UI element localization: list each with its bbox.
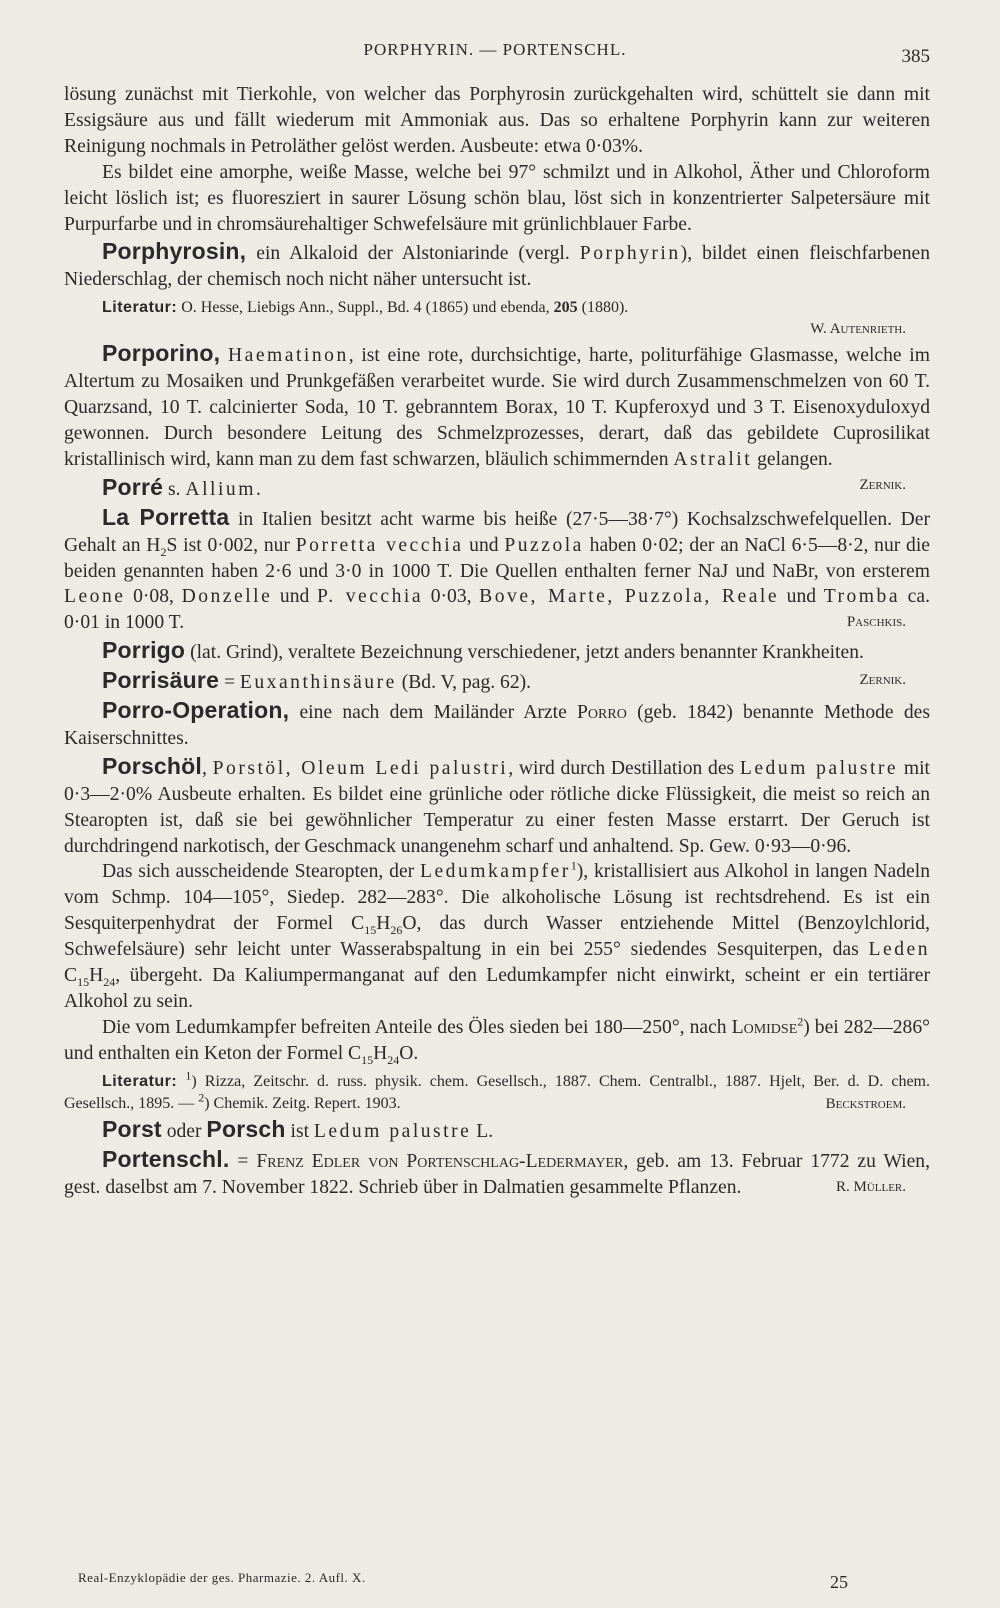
headword-porre: Porré [102,473,164,500]
headword-portenschl: Portenschl. [102,1145,230,1172]
entry-porphyrosin: Porphyrosin, ein Alkaloid der Alstoniarinde (vergl. Porphyrin), bildet einen fleischfarbenen Niederschlag, der chemisch noch nicht näher untersucht ist. [64,238,930,291]
author-signature: Paschkis. [846,614,906,631]
series-title: Real-Enzyklopädie der ges. Pharmazie. 2. Aufl. X. [78,1570,366,1585]
porphyrin-continuation: lösung zunächst mit Tierkohle, von welcher das Porphyrosin zurückgehalten wird, schüttelt sie dann mit Essigsäure aus und fällt wiederum mit Ammoniak aus. Das so erhaltene Porphyrin kann zur weiteren Reinigung nochmals in Petroläther gelöst werden. Ausbeute: etwa 0·03%. [64,84,930,157]
entry-portenschl: Portenschl. = Frenz Edler von Portenschlag-Ledermayer, geb. am 13. Februar 1772 zu Wien, gest. daselbst am 7. November 1822. Schrieb über in Dalmatien gesammelte Pflanzen. R. Müller. [64,1147,930,1201]
headword-porphyrosin: Porphyrosin, [102,238,247,265]
author-signature: R. Müller. [835,1178,906,1195]
headword-porrigo: Porrigo [102,637,186,664]
headword-porsch: Porsch [206,1115,286,1142]
running-title: PORPHYRIN. — PORTENSCHL. [363,40,627,59]
entry-porrisaeure: Porrisäure = Euxanthinsäure (Bd. V, pag. 62). Zernik. [102,667,906,694]
entry-porro-operation: Porro-Operation, eine nach dem Mailänder Arzte Porro (geb. 1842) benannte Methode des Kaiserschnittes. [64,697,930,749]
entry-porporino: Porporino, Haematinon, ist eine rote, durchsichtige, harte, politurfähige Glasmasse, welche im Altertum zu Mosaiken und Prunkgefäßen verarbeitet wurde. Sie wird durch Zusammenschmelzen von 60 T. Quarzsand, 10 T. calcinierter Soda, 10 T. gebranntem Borax, 10 T. Kupferoxyd und 3 T. Eisenoxyduloxyd gewonnen. Durch besondere Leitung des Schmelzprozesses, derart, daß das gebildete Cuprosilikat kristallinisch wird, kann man zu dem fast schwarzen, bläulich schimmernden Astralit gelangen. Zernik. [64,341,930,473]
author-signature: Beckstroem. [825,1095,906,1112]
entry-porst: Porst oder Porsch ist Ledum palustre L. [102,1115,494,1142]
headword-porporino: Porporino, [102,340,221,367]
literature-porschoel: Literatur: $^1$) Rizza, Zeitschr. d. russ. physik. chem. Gesellsch., 1887. Chem. Centralbl., 1887. Hjelt, Ber. d. D. chem. Gesellsch., 1895. — $^2$) Chemik. Zeitg. Repert. 1903. Beckstroem. [64,1071,930,1115]
literature-porphyrosin: Literatur: O. Hesse, Liebigs Ann., Suppl., Bd. 4 (1865) und ebenda, 205 (1880). [102,299,629,317]
page-body [64,82,930,1200]
author-signature: Zernik. [859,476,906,493]
headword-porrisaeure: Porrisäure [102,667,220,694]
cross-reference: Porphyrin [579,243,681,265]
porphyrin-properties: Es bildet eine amorphe, weiße Masse, welche bei 97° schmilzt und in Alkohol, Äther und Chloroform leicht löslich ist; es fluoresziert in saurer Lösung schön blau, löst sich in konzentrierter Salpetersäure mit Purpurfarbe und in chromsäurehaltiger Schwefelsäure mit grünlichblauer Farbe. [64,161,930,235]
porschoel-stearopten: Das sich ausscheidende Stearopten, der Ledumkampfer$^1$), kristallisiert aus Alkohol in langen Nadeln vom Schmp. 104—105°, Siedep. 282—283°. Die alkoholische Lösung ist rechtsdrehend. Es ist ein Sesquiterpenhydrat der Formel $C_{15}H_{26}O$, das durch Wasser entziehende Mittel (Benzoylchlorid, Schwefelsäure) sehr leicht unter Wasserabspaltung in ein bei 255° siedendes Sesquiterpen, das Leden $C_{15}H_{24}$, übergeht. Da Kaliumpermanganat auf den Ledumkampfer nicht einwirkt, scheint er ein tertiärer Alkohol zu sein. [64,858,930,1012]
headword-porst: Porst [102,1115,162,1142]
author-signature: W. Autenrieth. [810,321,906,338]
porschoel-keton: Die vom Ledumkampfer befreiten Anteile des Öles sieden bei 180—250°, nach Lomidse$^2$) bei 282—286° und enthalten ein Keton der Formel $C_{15}H_{24}O$. [64,1014,930,1067]
entry-porschoel: Porschöl, Porstöl, Oleum Ledi palustri, wird durch Destillation des Ledum palustre mit 0·3—2·0% Ausbeute erhalten. Es bildet eine grünliche oder rötliche dicke Flüssigkeit, die meist so reich an Stearopten ist, daß sie bei gewöhnlicher Temperatur zu einer festen Masse erstarrt. Der Geruch ist durchdringend narkotisch, der Geschmack unangenehm scharf und anhaltend. Sp. Gew. 0·93—0·96. [64,752,930,857]
cross-reference: Allium. [185,478,264,500]
page-number: 385 [901,46,930,67]
entry-porre: Porré s. Allium. [102,473,264,500]
page-header [60,40,930,70]
entry-porretta: La Porretta in Italien besitzt acht warme bis heiße (27·5—38·7°) Kochsalzschwefelquellen. Der Gehalt an $H_2S$ ist 0·002, nur Porretta vecchia und Puzzola haben 0·02; der an NaCl 6·5—8·2, nur die beiden genannten haben 2·6 und 3·0 in 1000 T. Die Quellen enthalten ferner NaJ und NaBr, von ersterem Leone 0·08, Donzelle und P. vecchia 0·03, Bove, Marte, Puzzola, Reale und Tromba ca. 0·01 in 1000 T. Paschkis. [64,505,930,637]
headword-porretta: La Porretta [102,503,230,530]
printer-signature-mark: 25 [830,1572,848,1592]
author-signature: Zernik. [859,672,906,689]
headword-porro-operation: Porro-Operation, [102,697,290,724]
headword-porschoel: Porschöl [102,752,203,779]
entry-porrigo: Porrigo (lat. Grind), veraltete Bezeichnung verschiedener, jetzt anders benannter Krankheiten. [102,637,864,664]
page-footer [78,1566,878,1596]
